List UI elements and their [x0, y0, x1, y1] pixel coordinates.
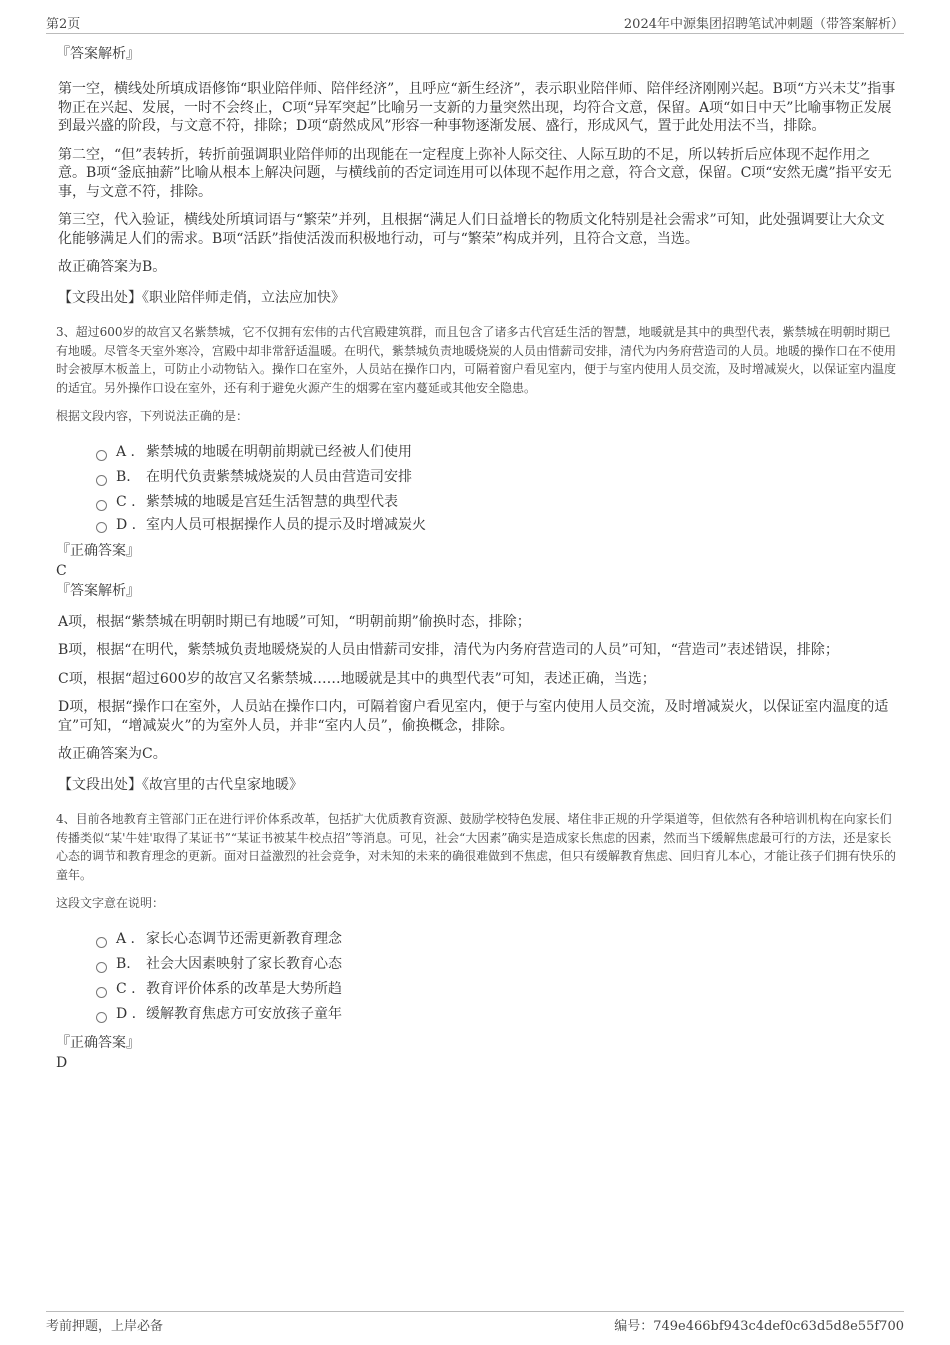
option-text: 紫禁城的地暖是宫廷生活智慧的典型代表	[146, 493, 398, 510]
option-letter: C .	[116, 980, 136, 997]
radio-icon[interactable]	[96, 987, 107, 998]
correct-answer: D	[56, 1054, 68, 1071]
question-3	[56, 323, 896, 794]
option-text: 家长心态调节还需更新教育理念	[146, 930, 342, 947]
option-letter: B.	[116, 468, 131, 485]
answer-heading: 『正确答案』	[56, 542, 140, 559]
passage-source: 【文段出处】《职业陪伴师走俏，立法应加快》	[58, 289, 345, 306]
option-letter: B.	[116, 955, 131, 972]
document-title: 2024年中源集团招聘笔试冲刺题（带答案解析）	[623, 17, 904, 32]
analysis-heading: 『答案解析』	[56, 582, 140, 599]
question-prompt: 这段文字意在说明：	[56, 896, 165, 910]
analysis-paragraph: B项，根据“在明代，紫禁城负责地暖烧炭的人员由惜薪司安排，清代为内务府营造司的人员”可知，“营造司”表述错误，排除；	[58, 642, 839, 658]
page-footer	[46, 1311, 904, 1336]
options-list	[56, 927, 896, 1027]
question-4	[56, 810, 896, 1073]
radio-icon[interactable]	[96, 1012, 107, 1023]
analysis-conclusion: 故正确答案为C。	[58, 746, 167, 762]
answer-heading: 『正确答案』	[56, 1034, 140, 1051]
option-text: 教育评价体系的改革是大势所趋	[146, 980, 342, 997]
options-list	[56, 440, 896, 535]
analysis-paragraph: 第二空，“但”表转折，转折前强调职业陪伴师的出现能在一定程度上弥补人际交往、人际互助的不足，所以转折后应体现不起作用之意。B项“釜底抽薪”比喻从根本上解决问题，与横线前的否定词连用可以体现不起作用之意，符合文意，保留。C项“安然无虞”指平安无事，与文意不符，排除。	[58, 146, 892, 200]
option-d[interactable]	[96, 1002, 896, 1027]
radio-icon[interactable]	[96, 522, 107, 533]
option-d[interactable]	[96, 515, 896, 535]
analysis-paragraph: 第一空，横线处所填成语修饰“职业陪伴师、陪伴经济”，且呼应“新生经济”，表示职业陪伴师、陪伴经济刚刚兴起。B项“方兴未艾”指事物正在兴起、发展，一时不会终止，C项“异军突起”比喻另一支新的力量突然出现，均符合文意，保留。A项“如日中天”比喻事物正发展到最兴盛的阶段，与文意不符，排除；D项“蔚然成风”形容一种事物逐渐发展、盛行，形成风气，置于此处用法不当，排除。	[58, 81, 896, 134]
option-text: 紫禁城的地暖在明朝前期就已经被人们使用	[146, 443, 412, 460]
option-text: 室内人员可根据操作人员的提示及时增减炭火	[146, 516, 426, 533]
radio-icon[interactable]	[96, 962, 107, 973]
radio-icon[interactable]	[96, 475, 107, 486]
document-code: 编号：749e466bf943c4def0c63d5d8e55f700	[614, 1319, 904, 1334]
question-prompt: 根据文段内容，下列说法正确的是：	[56, 409, 249, 423]
radio-icon[interactable]	[96, 500, 107, 511]
analysis-paragraph: A项，根据“紫禁城在明朝时期已有地暖”可知，“明朝前期”偷换时态，排除；	[58, 613, 531, 630]
question-2-analysis	[56, 44, 896, 307]
page-header	[46, 13, 904, 34]
analysis-conclusion: 故正确答案为B。	[58, 259, 167, 275]
footer-slogan: 考前押题，上岸必备	[46, 1319, 164, 1334]
option-c[interactable]	[96, 977, 896, 1002]
option-text: 缓解教育焦虑方可安放孩子童年	[146, 1005, 342, 1022]
analysis-paragraph: C项，根据“超过600岁的故宫又名紫禁城……地暖就是其中的典型代表”可知，表述正确，当选；	[58, 670, 656, 687]
option-letter: D .	[116, 516, 137, 533]
page-number: 第2页	[46, 17, 81, 32]
option-a[interactable]	[96, 927, 896, 952]
option-letter: A .	[116, 930, 136, 947]
passage-source: 【文段出处】《故宫里的古代皇家地暖》	[58, 776, 303, 793]
radio-icon[interactable]	[96, 937, 107, 948]
option-text: 社会大因素映射了家长教育心态	[146, 955, 342, 972]
option-letter: D .	[116, 1005, 137, 1022]
option-letter: C .	[116, 493, 136, 510]
question-passage: 3、超过600岁的故宫又名紫禁城，它不仅拥有宏伟的古代宫殿建筑群，而且包含了诸多古代宫廷生活的智慧，地暖就是其中的典型代表，紫禁城在明朝时期已有地暖。尽管冬天室外寒冷，宫殿中却非常舒适温暖。在明代，紫禁城负责地暖烧炭的人员由惜薪司安排，清代为内务府营造司的人员。地暖的操作口在不使用时会被厚木板盖上，可防止小动物钻入。操作口在室外，人员站在操作口内，可隔着窗户看见室内，便于与室内使用人员交流，及时增减炭火，以保证室内温度的适宜。另外操作口设在室外，还有利于避免火源产生的烟雾在室内蔓延或其他安全隐患。	[56, 325, 897, 395]
document-body	[56, 44, 896, 1073]
option-letter: A .	[116, 443, 136, 460]
analysis-paragraph: D项，根据“操作口在室外，人员站在操作口内，可隔着窗户看见室内，便于与室内使用人员交流，及时增减炭火，以保证室内温度的适宜”可知，“增减炭火”的为室外人员，并非“室内人员”，偷换概念，排除。	[58, 699, 889, 734]
option-b[interactable]	[96, 465, 896, 490]
option-b[interactable]	[96, 952, 896, 977]
option-c[interactable]	[96, 490, 896, 515]
option-a[interactable]	[96, 440, 896, 465]
question-passage: 4、目前各地教育主管部门正在进行评价体系改革，包括扩大优质教育资源、鼓励学校特色发展、堵住非正规的升学渠道等，但依然有各种培训机构在向家长们传播类似“某'牛娃'取得了某证书”“某证书被某牛校点招”等消息。可见，社会“大因素”确实是造成家长焦虑的因素，然而当下缓解焦虑最可行的方法，还是家长心态的调节和教育理念的更新。面对日益激烈的社会竞争，对未知的未来的确很难做到不焦虑，但只有缓解教育焦虑、回归育儿本心，才能让孩子们拥有快乐的童年。	[56, 812, 897, 882]
radio-icon[interactable]	[96, 450, 107, 461]
option-text: 在明代负责紫禁城烧炭的人员由营造司安排	[146, 468, 412, 485]
correct-answer: C	[56, 562, 67, 579]
analysis-paragraph: 第三空，代入验证，横线处所填词语与“繁荣”并列，且根据“满足人们日益增长的物质文化特别是社会需求”可知，此处强调要让大众文化能够满足人们的需求。B项“活跃”指使活泼而积极地行动，可与“繁荣”构成并列，且符合文意，当选。	[58, 212, 885, 247]
analysis-heading: 『答案解析』	[56, 46, 140, 62]
